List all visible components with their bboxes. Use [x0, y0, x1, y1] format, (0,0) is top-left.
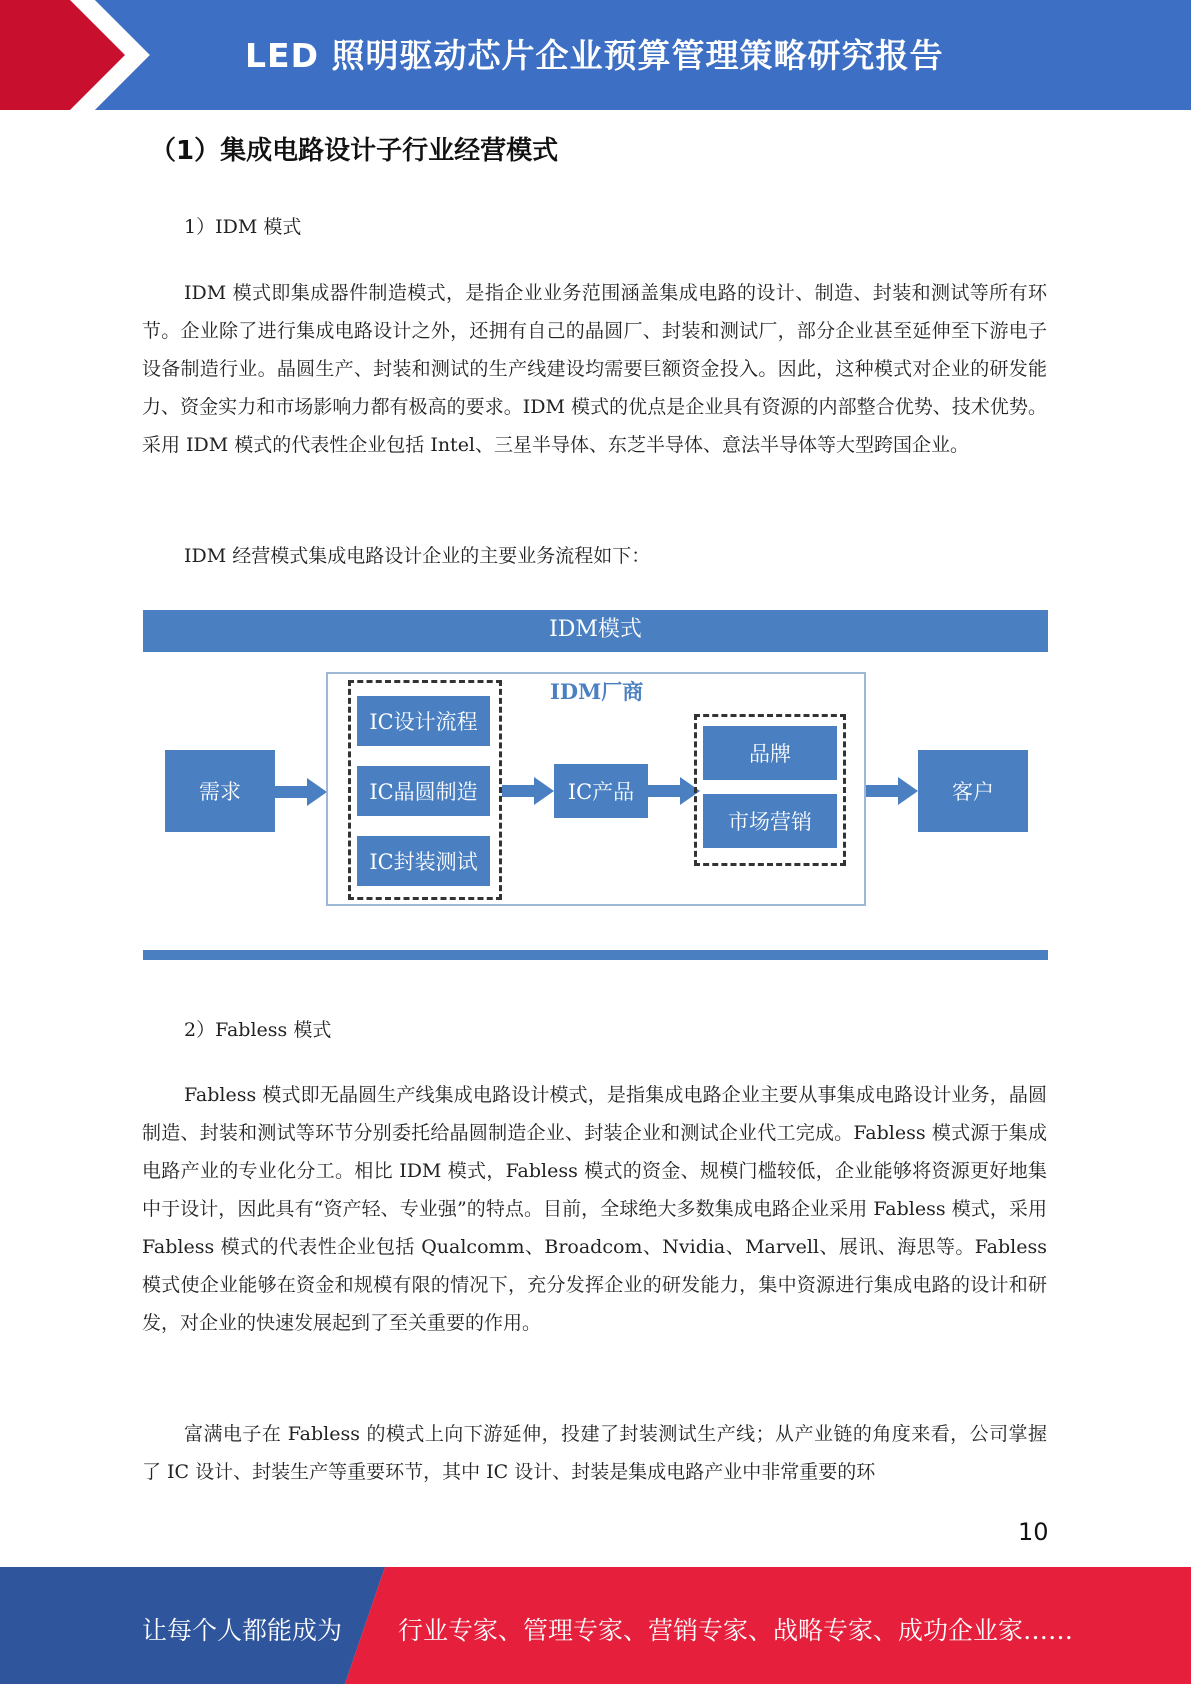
footer-slogan-right: 行业专家、管理专家、营销专家、战略专家、成功企业家……	[398, 1616, 1074, 1645]
arrow-icon	[648, 777, 700, 805]
idm-flow-intro: IDM 经营模式集成电路设计企业的主要业务流程如下：	[184, 545, 651, 567]
idm-vendor-label: IDM厂商	[550, 679, 644, 704]
diagram-bottom-bar	[143, 950, 1048, 960]
step-box: IC封装测试	[357, 836, 490, 886]
ic-product-box: IC产品	[554, 764, 648, 818]
brand-box: 品牌	[703, 726, 837, 780]
marketing-box: 市场营销	[703, 794, 837, 848]
diagram-title-bar: IDM模式	[143, 610, 1048, 652]
page-footer	[0, 1567, 1191, 1684]
idm-paragraph: IDM 模式即集成器件制造模式，是指企业业务范围涵盖集成电路的设计、制造、封装和测试等所有环节。企业除了进行集成电路设计之外，还拥有自己的晶圆厂、封装和测试厂，部分企业甚至延伸至下游电子设备制造行业。晶圆生产、封装和测试的生产线建设均需要巨额资金投入。因此，这种模式对企业的研发能力、资金实力和市场影响力都有极高的要求。IDM 模式的优点是企业具有资源的内部整合优势、技术优势。采用 IDM 模式的代表性企业包括 Intel、三星半导体、东芝半导体、意法半导体等大型跨国企业。	[142, 282, 1047, 456]
demand-box: 需求	[165, 750, 275, 832]
customer-box: 客户	[918, 750, 1028, 832]
fabless-paragraph: Fabless 模式即无晶圆生产线集成电路设计模式，是指集成电路企业主要从事集成电路设计业务，晶圆制造、封装和测试等环节分别委托给晶圆制造企业、封装企业和测试企业代工完成。Fabless 模式源于集成电路产业的专业化分工。相比 IDM 模式，Fabless 模式的资金、规模门槛较低，企业能够将资源更好地集中于设计，因此具有“资产轻、专业强”的特点。目前，全球绝大多数集成电路企业采用 Fabless 模式，采用 Fabless 模式的代表性企业包括 Qualcomm、Broadcom、Nvidia、Marvell、展讯、海思等。Fabless 模式使企业能够在资金和规模有限的情况下，充分发挥企业的研发能力，集中资源进行集成电路的设计和研发，对企业的快速发展起到了至关重要的作用。	[142, 1084, 1047, 1334]
report-title: LED 照明驱动芯片企业预算管理策略研究报告	[245, 36, 944, 75]
page-number: 10	[1018, 1518, 1049, 1546]
step-box: IC晶圆制造	[357, 766, 490, 816]
arrow-icon	[502, 777, 554, 805]
fabless-extension-paragraph: 富满电子在 Fabless 的模式上向下游延伸，投建了封装测试生产线；从产业链的角度来看，公司掌握了 IC 设计、封装生产等重要环节，其中 IC 设计、封装是集成电路产业中非常重要的环	[142, 1423, 1047, 1483]
section-heading: （1）集成电路设计子行业经营模式	[150, 136, 559, 166]
arrow-icon	[866, 777, 918, 805]
fabless-subhead: 2）Fabless 模式	[184, 1019, 332, 1041]
step-box: IC设计流程	[357, 696, 490, 746]
footer-slogan-left: 让每个人都能成为	[142, 1616, 343, 1645]
page-header	[0, 0, 1191, 110]
arrow-icon	[275, 778, 327, 806]
idm-subhead: 1）IDM 模式	[184, 216, 302, 238]
idm-flow-diagram	[143, 610, 1048, 960]
